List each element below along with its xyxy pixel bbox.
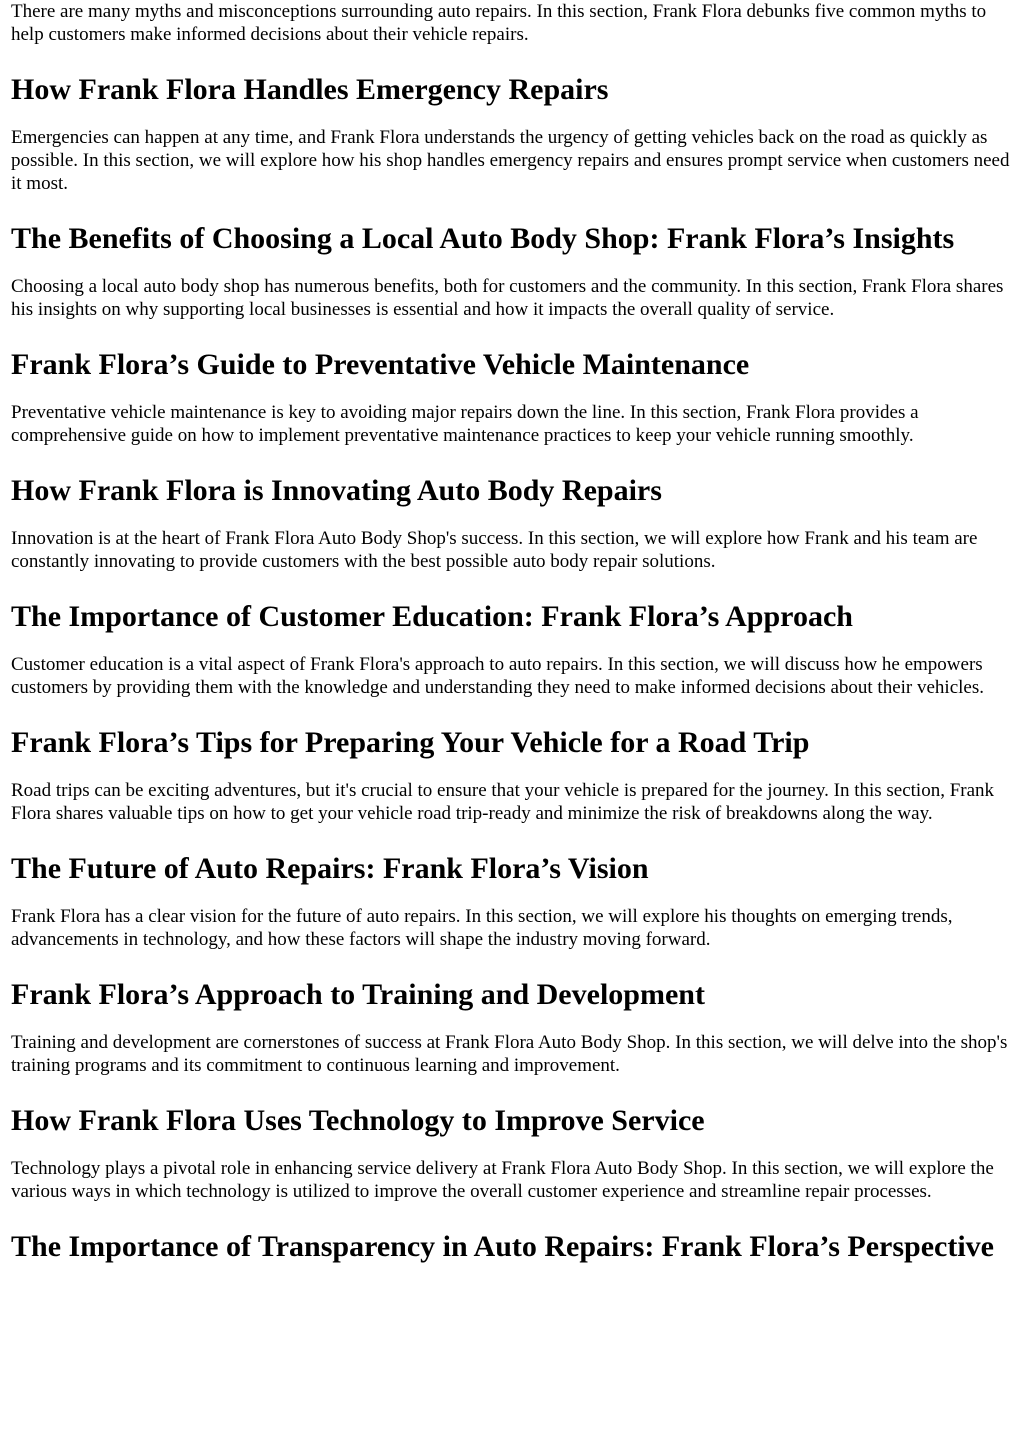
section-heading: Frank Flora’s Guide to Preventative Vehicle Maintenance — [11, 348, 750, 381]
section-heading: The Importance of Customer Education: Frank Flora’s Approach — [11, 600, 853, 633]
section-paragraph: Emergencies can happen at any time, and Frank Flora understands the urgency of getting vehicles back on the road as quickly as possible. In this section, we will explore how his shop handles emergency repairs and ensures prompt service when customers need it most. — [11, 127, 1010, 194]
intro-paragraph: There are many myths and misconceptions surrounding auto repairs. In this section, Frank Flora debunks five common myths to help customers make informed decisions about their vehicle repairs. — [11, 1, 987, 45]
section-road-trip-tips — [11, 725, 1013, 825]
section-customer-education — [11, 599, 1013, 699]
section-heading: The Importance of Transparency in Auto Repairs: Frank Flora’s Perspective — [11, 1230, 994, 1263]
section-heading: How Frank Flora Handles Emergency Repairs — [11, 73, 609, 106]
section-paragraph: Choosing a local auto body shop has numerous benefits, both for customers and the community. In this section, Frank Flora shares his insights on why supporting local businesses is essential and how it impacts the overall quality of service. — [11, 276, 1004, 320]
section-paragraph: Preventative vehicle maintenance is key to avoiding major repairs down the line. In this section, Frank Flora provides a comprehensive guide on how to implement preventative maintenance practices to keep your vehicle running smoothly. — [11, 402, 919, 446]
section-paragraph: Innovation is at the heart of Frank Flora Auto Body Shop's success. In this section, we will explore how Frank and his team are constantly innovating to provide customers with the best possible auto body repair solutions. — [11, 528, 978, 572]
section-heading: Frank Flora’s Approach to Training and Development — [11, 978, 705, 1011]
section-innovating-repairs — [11, 473, 1013, 573]
section-preventative-maintenance — [11, 347, 1013, 447]
section-transparency — [11, 1229, 1013, 1264]
section-technology-service — [11, 1103, 1013, 1203]
section-local-shop-benefits — [11, 221, 1013, 321]
section-emergency-repairs — [11, 72, 1013, 195]
section-heading: How Frank Flora Uses Technology to Improve Service — [11, 1104, 705, 1137]
section-heading: How Frank Flora is Innovating Auto Body Repairs — [11, 474, 662, 507]
section-paragraph: Frank Flora has a clear vision for the future of auto repairs. In this section, we will explore his thoughts on emerging trends, advancements in technology, and how these factors will shape the industry moving forward. — [11, 906, 953, 950]
section-training-development — [11, 977, 1013, 1077]
section-paragraph: Road trips can be exciting adventures, but it's crucial to ensure that your vehicle is prepared for the journey. In this section, Frank Flora shares valuable tips on how to get your vehicle road trip-ready and minimize the risk of breakdowns along the way. — [11, 780, 995, 824]
section-heading: Frank Flora’s Tips for Preparing Your Vehicle for a Road Trip — [11, 726, 810, 759]
section-heading: The Future of Auto Repairs: Frank Flora’s Vision — [11, 852, 649, 885]
section-paragraph: Training and development are cornerstones of success at Frank Flora Auto Body Shop. In this section, we will delve into the shop's training programs and its commitment to continuous learning and improvement. — [11, 1032, 1008, 1076]
section-paragraph: Customer education is a vital aspect of Frank Flora's approach to auto repairs. In this section, we will discuss how he empowers customers by providing them with the knowledge and understanding they need to make informed decisions about their vehicles. — [11, 654, 984, 698]
section-heading: The Benefits of Choosing a Local Auto Body Shop: Frank Flora’s Insights — [11, 222, 955, 255]
section-future-vision — [11, 851, 1013, 951]
section-paragraph: Technology plays a pivotal role in enhancing service delivery at Frank Flora Auto Body Shop. In this section, we will explore the various ways in which technology is utilized to improve the overall customer experience and streamline repair processes. — [11, 1158, 994, 1202]
